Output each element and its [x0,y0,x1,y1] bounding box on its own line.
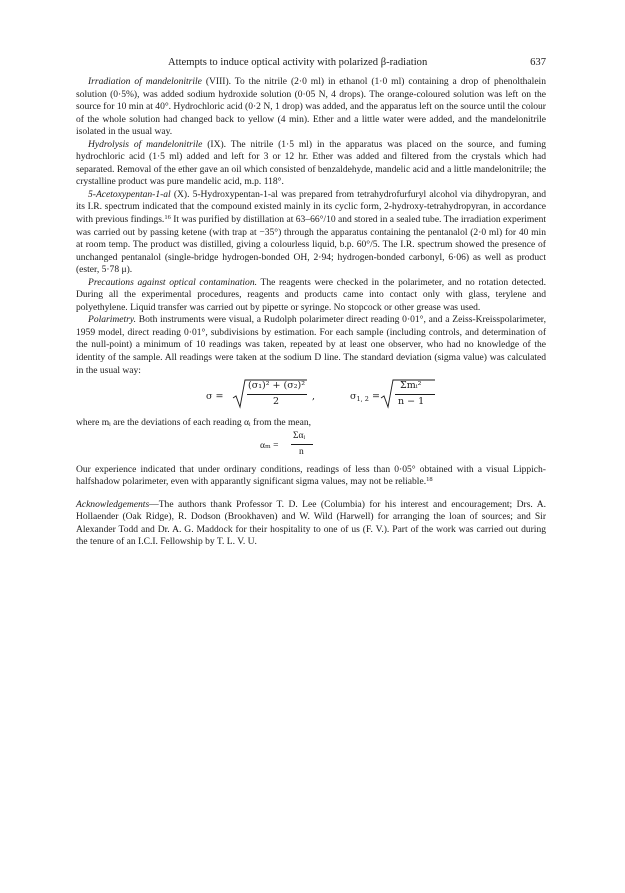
paragraph-mandelonitrile-irradiation [76,76,546,139]
paragraph-text: (X). 5-Hydroxypentan-1-al was prepared from tetrahydrofurfuryl alcohol via dihydropyran, and its I.R. spectrum indicated that the compound existed mainly in its cyclic form, 2-hydroxy-tetrahydropyran, in accordance with previous findings. [76,188,546,226]
sigma-12-denominator: n − 1 [398,396,425,408]
sigma-12-numerator: Σmᵢ² [400,380,422,392]
sigma-symbol: σ [350,391,357,403]
running-header [76,56,546,70]
paragraph-deviations [76,417,546,430]
paragraph-mandelonitrile-hydrolysis [76,139,546,189]
sigma-formula-row [76,379,546,413]
section-heading: Acknowledgements [76,498,150,510]
section-heading: Hydrolysis of mandelonitrile [88,138,203,150]
formula-comma: , [312,391,316,403]
paragraph-text: where mᵢ are the deviations of each reading αᵢ from the mean, [76,417,312,429]
mean-lhs: αₘ = [260,440,279,451]
reference-superscript: 18 [426,476,433,484]
sigma-lhs: σ = [206,391,224,403]
paragraph-text: —The authors thank Professor T. D. Lee (Columbia) for his interest and encouragement; Drs. A. Hollaender (Oak Ridge), R. Dodson (Brookhaven) and W. Wild (Harwell) for arranging the loan of sources; and Sir Alexander Todd and Dr. A. G. Maddock for their hospitality to one of us (F. V.). Part of the work was carried out during the tenure of an I.C.I. Fellowship by T. L. V. U. [76,498,546,548]
page-number: 637 [530,57,546,68]
reference-superscript: 16 [164,214,171,222]
paragraph-text: The reagents were checked in the polarimeter, and no rotation detected. During all the experimental procedures, reagents and products came into contact only with glass, terylene and polyethylene. Liquid transfer was carried out by pipette or syringe. No stopcock or other grease was used. [76,276,546,313]
sigma-subscript: 1, 2 [356,395,369,404]
equals-sign: = [371,391,380,403]
paragraph-polarimetry [76,314,546,377]
fraction-bar [291,444,313,445]
paragraph-text: (IX). The nitrile (1·5 ml) in the apparatus was placed on the source, and fuming hydrochloric acid (1·5 ml) added and left for 3 or 12 hr. Ether was added and filtered from the crystals which had separated. Removal of the ether gave an oil which consisted of benzaldehyde, mandelic acid and a little mandelonitrile; the crystalline product was pure mandelic acid, m.p. 118°. [76,138,546,188]
fraction-bar [247,394,307,395]
sigma-12-lhs [350,391,380,406]
section-heading: Irradiation of mandelonitrile [88,76,202,87]
mean-formula-row [76,430,546,460]
sigma-numerator: (σ₁)² + (σ₂)² [248,380,306,392]
fraction-bar [395,394,435,395]
section-heading: Polarimetry. [88,314,136,326]
running-title: Attempts to induce optical activity with polarized β-radiation [168,57,428,68]
paragraph-precautions [76,277,546,315]
paragraph-text: Our experience indicated that under ordinary conditions, readings of less than 0·05° obtained with a visual Lippich-halfshadow polarimeter, even with apparantly significant sigma values, may not be reliable. [76,463,546,488]
paragraph-reliability [76,464,546,489]
paragraph-text: It was purified by distillation at 63–66°/10 and stored in a sealed tube. The irradiation experiment was carried out by passing ketene (with trap at −35°) through the apparatus containing the pentanalol (2·0 ml) for 40 min at room temp. The product was distilled, giving a colourless liquid, b.p. 60°/5. The I.R. spectrum showed the presence of unchanged pentanalol (single-bridge hydrogen-bonded OH, 2·94; hydrogen-bonded carbonyl, 6·06) as well as product (ester, 5·78 μ). [76,214,546,276]
paragraph-text: Both instruments were visual, a Rudolph polarimeter direct reading 0·01°, and a Zeiss-Kreisspolarimeter, 1959 model, direct reading 0·01°, subdivisions by estimation. For each sample (including controls, and determination of the null-point) a minimum of 10 readings was taken, repeated by at least one observer, who had no knowledge of the identity of the sample. All readings were taken at the sodium D line. The standard deviation (sigma value) was calculated in the usual way: [76,314,546,376]
paragraph-acetoxypentanal [76,189,546,277]
mean-denominator: n [299,446,304,457]
section-heading: 5-Acetoxypentan-1-al [88,188,171,200]
paragraph-text: (VIII). To the nitrile (2·0 ml) in ethanol (1·0 ml) containing a drop of phenolthalein solution (0·5%), was added sodium hydroxide solution (0·05 N, 4 drops). The orange-coloured solution was left on the source for 10 min at 40°. Hydrochloric acid (0·2 N, 1 drop) was added, and the apparatus left on the source until the colour of the whole solution had changed back to yellow (4 min). Ether and a little water were added, and the mandelonitrile isolated in the usual way. [76,76,546,138]
paragraph-acknowledgements [76,499,546,549]
sigma-denominator: 2 [273,396,280,408]
section-heading: Precautions against optical contamination. [88,276,257,288]
mean-numerator: Σαᵢ [293,430,306,441]
article-body [76,76,546,549]
